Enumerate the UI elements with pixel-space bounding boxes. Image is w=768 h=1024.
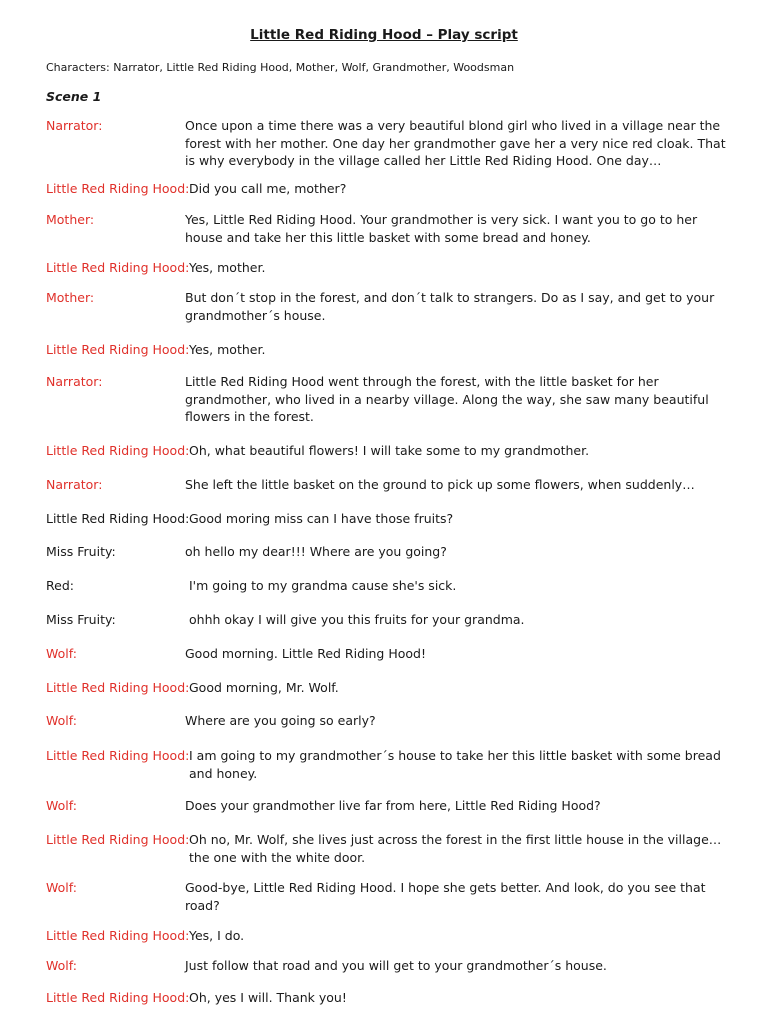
- speech-text: Yes, mother.: [189, 260, 266, 275]
- speech-text: I'm going to my grandma cause she's sick.: [189, 578, 457, 593]
- speech-text: Oh, what beautiful flowers! I will take some to my grandmother.: [189, 443, 590, 458]
- speaker-label: Narrator:: [46, 374, 103, 389]
- speaker-label: Mother:: [46, 290, 95, 305]
- speaker-label: Wolf:: [46, 646, 77, 661]
- speech-text: Does your grandmother live far from here, Little Red Riding Hood?: [185, 798, 601, 813]
- speaker-label: Miss Fruity:: [46, 544, 116, 559]
- speech-text: Good morning. Little Red Riding Hood!: [185, 646, 426, 661]
- speech-text: Once upon a time there was a very beautiful blond girl who lived in a village near the forest with her mother. One day her grandmother gave her a very nice red cloak. That is why everybody in the village called her Little Red Riding Hood. One day…: [185, 118, 726, 168]
- speech-text: Yes, mother.: [189, 342, 266, 357]
- speaker-label: Little Red Riding Hood:: [46, 748, 190, 763]
- speech-text: Yes, I do.: [189, 928, 245, 943]
- speaker-label: Little Red Riding Hood:: [46, 181, 190, 196]
- speech-text: oh hello my dear!!! Where are you going?: [185, 544, 447, 559]
- speaker-label: Narrator:: [46, 118, 103, 133]
- speaker-label: Wolf:: [46, 713, 77, 728]
- speaker-label: Little Red Riding Hood:: [46, 443, 190, 458]
- speaker-label: Red:: [46, 578, 74, 593]
- speaker-label: Little Red Riding Hood:: [46, 832, 190, 847]
- scene-heading: Scene 1: [46, 89, 102, 104]
- speech-text: Oh, yes I will. Thank you!: [189, 990, 347, 1005]
- speaker-label: Little Red Riding Hood:: [46, 990, 190, 1005]
- speaker-label: Narrator:: [46, 477, 103, 492]
- speaker-label: Wolf:: [46, 880, 77, 895]
- speech-text: Good morning, Mr. Wolf.: [189, 680, 339, 695]
- speech-text: Good-bye, Little Red Riding Hood. I hope she gets better. And look, do you see that road?: [185, 880, 706, 913]
- speech-text: ohhh okay I will give you this fruits for your grandma.: [189, 612, 525, 627]
- speech-text: Where are you going so early?: [185, 713, 376, 728]
- speaker-label: Little Red Riding Hood:: [46, 342, 190, 357]
- speech-text: Little Red Riding Hood went through the forest, with the little basket for her grandmother, who lived in a nearby village. Along the way, she saw many beautiful flowers in the forest.: [185, 374, 709, 424]
- speech-text: Yes, Little Red Riding Hood. Your grandmother is very sick. I want you to go to her house and take her this little basket with some bread and honey.: [185, 212, 698, 245]
- speech-text: Oh no, Mr. Wolf, she lives just across the forest in the first little house in the village… the one with the white door.: [189, 832, 722, 865]
- page-title: Little Red Riding Hood – Play script: [250, 27, 518, 43]
- speaker-label: Little Red Riding Hood:: [46, 260, 190, 275]
- characters-list: Characters: Narrator, Little Red Riding Hood, Mother, Wolf, Grandmother, Woodsman: [46, 61, 515, 74]
- speaker-label: Mother:: [46, 212, 95, 227]
- speech-text: Did you call me, mother?: [189, 181, 347, 196]
- speaker-label: Little Red Riding Hood:: [46, 680, 190, 695]
- speaker-label: Little Red Riding Hood:: [46, 511, 190, 526]
- speech-text: Good moring miss can I have those fruits?: [189, 511, 454, 526]
- speaker-label: Miss Fruity:: [46, 612, 116, 627]
- speaker-label: Wolf:: [46, 798, 77, 813]
- speech-text: But don´t stop in the forest, and don´t talk to strangers. Do as I say, and get to your grandmother´s house.: [185, 290, 715, 323]
- speech-text: I am going to my grandmother´s house to take her this little basket with some bread and honey.: [189, 748, 721, 781]
- speaker-label: Wolf:: [46, 958, 77, 973]
- speaker-label: Little Red Riding Hood:: [46, 928, 190, 943]
- speech-text: She left the little basket on the ground to pick up some flowers, when suddenly…: [185, 477, 695, 492]
- speech-text: Just follow that road and you will get to your grandmother´s house.: [185, 958, 607, 973]
